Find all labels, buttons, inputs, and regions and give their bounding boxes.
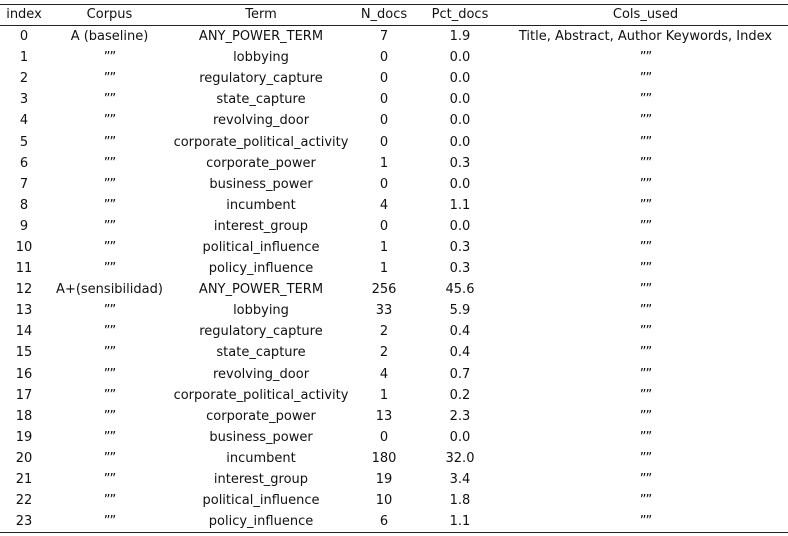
cell-n-docs: 0 [379, 113, 389, 129]
table-body [0, 26, 788, 533]
cell-n-docs: 10 [375, 493, 393, 509]
cell-index: 6 [19, 155, 29, 171]
cell-corpus: ”” [103, 450, 116, 466]
cell-index: 12 [15, 282, 33, 298]
cell-cols-used: ”” [639, 493, 652, 509]
table-header [0, 5, 788, 26]
header-row [0, 5, 788, 26]
cell-term: policy_influence [208, 261, 314, 277]
table-row [0, 279, 788, 300]
cell-cols-used: ”” [639, 71, 652, 87]
cell-n-docs: 2 [379, 324, 389, 340]
cell-pct-docs: 0.3 [449, 261, 471, 277]
cell-term: interest_group [213, 218, 309, 234]
table-row [0, 385, 788, 406]
cell-pct-docs: 3.4 [449, 472, 471, 488]
cell-index: 15 [15, 345, 33, 361]
cell-n-docs: 0 [379, 176, 389, 192]
table-row [0, 89, 788, 110]
header-pct-docs: Pct_docs [431, 7, 489, 22]
table-row [0, 342, 788, 363]
cell-cols-used: ”” [639, 408, 652, 424]
cell-term: incumbent [226, 197, 296, 213]
cell-index: 8 [19, 197, 29, 213]
table-row [0, 237, 788, 258]
cell-corpus: ”” [103, 218, 116, 234]
cell-cols-used: ”” [639, 366, 652, 382]
cell-pct-docs: 1.9 [449, 29, 471, 45]
cell-pct-docs: 0.0 [449, 113, 471, 129]
table-row [0, 110, 788, 131]
cell-cols-used: ”” [639, 134, 652, 150]
cell-corpus: ”” [103, 113, 116, 129]
cell-corpus: ”” [103, 303, 116, 319]
cell-n-docs: 4 [379, 366, 389, 382]
cell-pct-docs: 45.6 [445, 282, 475, 298]
cell-term: interest_group [213, 472, 309, 488]
cell-corpus: ”” [103, 197, 116, 213]
cell-term: revolving_door [212, 113, 310, 129]
cell-term: regulatory_capture [199, 324, 323, 340]
header-term: Term [245, 7, 277, 22]
cell-corpus: ”” [103, 493, 116, 509]
cell-cols-used: ”” [639, 92, 652, 108]
table-row [0, 427, 788, 448]
cell-pct-docs: 0.0 [449, 429, 471, 445]
cell-n-docs: 33 [375, 303, 393, 319]
cell-index: 2 [19, 71, 29, 87]
cell-pct-docs: 0.0 [449, 71, 471, 87]
header-index: index [6, 7, 42, 22]
table-row [0, 26, 788, 48]
cell-index: 16 [15, 366, 33, 382]
cell-n-docs: 7 [379, 29, 389, 45]
table-row [0, 258, 788, 279]
cell-term: corporate_political_activity [173, 387, 349, 403]
table-row [0, 511, 788, 533]
table-row [0, 195, 788, 216]
cell-n-docs: 19 [375, 472, 393, 488]
cell-term: lobbying [233, 50, 289, 66]
cell-pct-docs: 0.3 [449, 239, 471, 255]
cell-index: 23 [15, 514, 33, 530]
results-table [0, 4, 788, 533]
cell-cols-used: ”” [639, 345, 652, 361]
cell-pct-docs: 1.8 [449, 493, 471, 509]
cell-term: state_capture [216, 92, 306, 108]
cell-corpus: ”” [103, 514, 116, 530]
table-row [0, 131, 788, 152]
cell-index: 18 [15, 408, 33, 424]
cell-corpus: ”” [103, 239, 116, 255]
cell-cols-used: Title, Abstract, Author Keywords, Index [518, 29, 773, 45]
cell-pct-docs: 5.9 [449, 303, 471, 319]
table-row [0, 300, 788, 321]
table-row [0, 216, 788, 237]
cell-corpus: ”” [103, 429, 116, 445]
cell-n-docs: 2 [379, 345, 389, 361]
cell-cols-used: ”” [639, 387, 652, 403]
cell-cols-used: ”” [639, 472, 652, 488]
cell-corpus: ”” [103, 261, 116, 277]
header-corpus: Corpus [86, 7, 133, 22]
cell-n-docs: 0 [379, 429, 389, 445]
cell-pct-docs: 0.0 [449, 50, 471, 66]
cell-pct-docs: 0.2 [449, 387, 471, 403]
cell-cols-used: ”” [639, 261, 652, 277]
cell-cols-used: ”” [639, 303, 652, 319]
cell-cols-used: ”” [639, 450, 652, 466]
cell-cols-used: ”” [639, 50, 652, 66]
cell-index: 13 [15, 303, 33, 319]
cell-pct-docs: 0.0 [449, 92, 471, 108]
cell-index: 17 [15, 387, 33, 403]
cell-pct-docs: 0.4 [449, 324, 471, 340]
cell-n-docs: 1 [379, 261, 389, 277]
header-n-docs: N_docs [360, 7, 408, 22]
cell-n-docs: 1 [379, 239, 389, 255]
cell-cols-used: ”” [639, 218, 652, 234]
cell-n-docs: 1 [379, 155, 389, 171]
cell-term: ANY_POWER_TERM [198, 282, 324, 298]
cell-pct-docs: 2.3 [449, 408, 471, 424]
cell-index: 5 [19, 134, 29, 150]
cell-n-docs: 0 [379, 92, 389, 108]
cell-pct-docs: 0.0 [449, 176, 471, 192]
cell-term: corporate_power [206, 155, 316, 171]
cell-n-docs: 180 [371, 450, 397, 466]
cell-pct-docs: 1.1 [449, 514, 471, 530]
cell-n-docs: 256 [371, 282, 397, 298]
table-row [0, 47, 788, 68]
cell-index: 4 [19, 113, 29, 129]
cell-n-docs: 0 [379, 71, 389, 87]
cell-term: corporate_political_activity [173, 134, 349, 150]
cell-index: 20 [15, 450, 33, 466]
cell-n-docs: 0 [379, 50, 389, 66]
cell-n-docs: 0 [379, 218, 389, 234]
table-row [0, 364, 788, 385]
cell-cols-used: ”” [639, 429, 652, 445]
table-row [0, 490, 788, 511]
cell-index: 0 [19, 29, 29, 45]
cell-pct-docs: 0.0 [449, 218, 471, 234]
cell-cols-used: ”” [639, 155, 652, 171]
cell-corpus: ”” [103, 408, 116, 424]
table-row [0, 448, 788, 469]
cell-cols-used: ”” [639, 176, 652, 192]
cell-index: 21 [15, 472, 33, 488]
cell-term: business_power [209, 176, 313, 192]
cell-corpus: ”” [103, 345, 116, 361]
cell-index: 7 [19, 176, 29, 192]
cell-pct-docs: 0.0 [449, 134, 471, 150]
cell-corpus: ”” [103, 92, 116, 108]
cell-corpus: ”” [103, 50, 116, 66]
cell-index: 11 [15, 261, 33, 277]
cell-cols-used: ”” [639, 113, 652, 129]
cell-term: policy_influence [208, 514, 314, 530]
cell-index: 9 [19, 218, 29, 234]
table-row [0, 406, 788, 427]
cell-index: 22 [15, 493, 33, 509]
header-cols-used: Cols_used [612, 7, 679, 22]
cell-pct-docs: 32.0 [445, 450, 475, 466]
cell-term: state_capture [216, 345, 306, 361]
cell-corpus: ”” [103, 472, 116, 488]
cell-corpus: A (baseline) [70, 29, 149, 45]
table-row [0, 153, 788, 174]
cell-corpus: ”” [103, 134, 116, 150]
cell-n-docs: 0 [379, 134, 389, 150]
table-row [0, 174, 788, 195]
cell-term: regulatory_capture [199, 71, 323, 87]
cell-index: 3 [19, 92, 29, 108]
cell-cols-used: ”” [639, 239, 652, 255]
cell-term: political_influence [202, 493, 320, 509]
cell-index: 10 [15, 239, 33, 255]
results-table-container [0, 4, 788, 533]
cell-corpus: ”” [103, 71, 116, 87]
cell-term: ANY_POWER_TERM [198, 29, 324, 45]
cell-term: revolving_door [212, 366, 310, 382]
cell-term: incumbent [226, 450, 296, 466]
table-row [0, 68, 788, 89]
cell-pct-docs: 0.7 [449, 366, 471, 382]
cell-corpus: ”” [103, 155, 116, 171]
cell-term: corporate_power [206, 408, 316, 424]
cell-term: lobbying [233, 303, 289, 319]
cell-cols-used: ”” [639, 514, 652, 530]
cell-cols-used: ”” [639, 197, 652, 213]
table-row [0, 469, 788, 490]
cell-cols-used: ”” [639, 324, 652, 340]
cell-n-docs: 13 [375, 408, 393, 424]
cell-n-docs: 4 [379, 197, 389, 213]
cell-pct-docs: 1.1 [449, 197, 471, 213]
cell-n-docs: 1 [379, 387, 389, 403]
cell-index: 19 [15, 429, 33, 445]
cell-pct-docs: 0.3 [449, 155, 471, 171]
cell-corpus: ”” [103, 324, 116, 340]
table-row [0, 321, 788, 342]
cell-cols-used: ”” [639, 282, 652, 298]
cell-corpus: ”” [103, 176, 116, 192]
cell-corpus: A+(sensibilidad) [56, 282, 163, 298]
cell-pct-docs: 0.4 [449, 345, 471, 361]
cell-term: business_power [209, 429, 313, 445]
cell-n-docs: 6 [379, 514, 389, 530]
cell-corpus: ”” [103, 387, 116, 403]
cell-corpus: ”” [103, 366, 116, 382]
cell-term: political_influence [202, 239, 320, 255]
cell-index: 1 [19, 50, 29, 66]
cell-index: 14 [15, 324, 33, 340]
